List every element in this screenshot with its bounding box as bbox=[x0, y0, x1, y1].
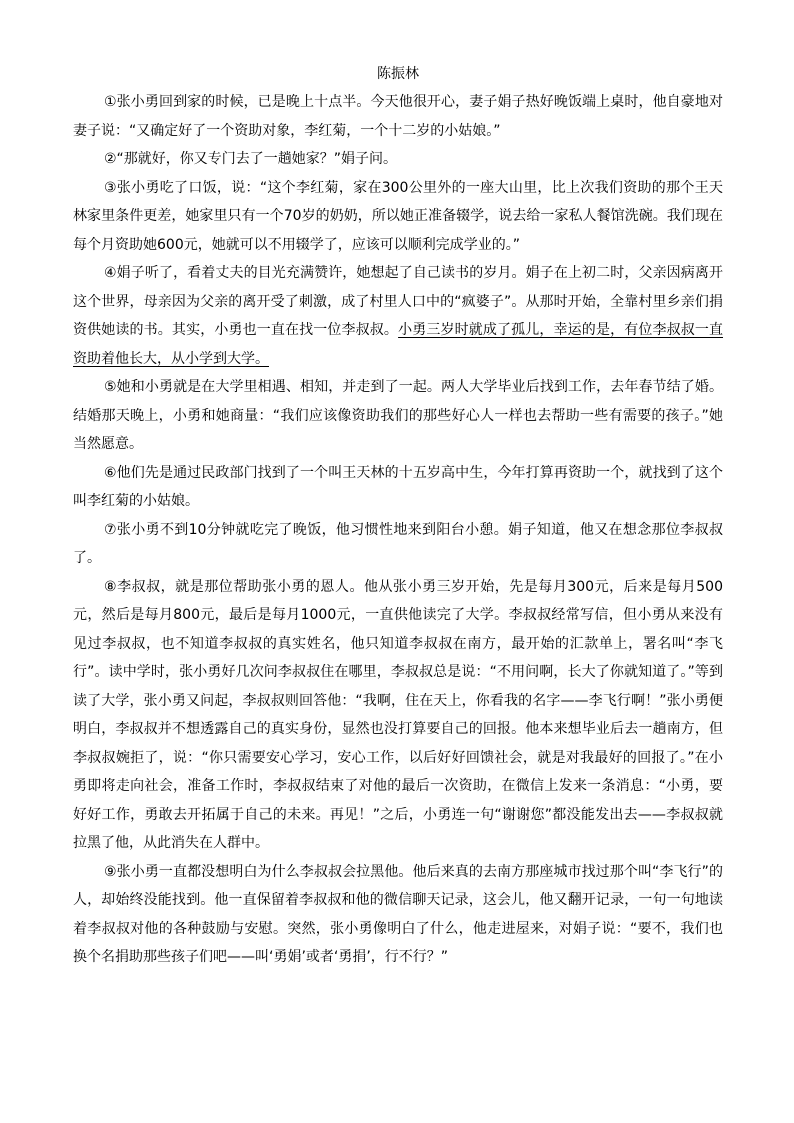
paragraph-4-text: ④娟子听了，看着丈夫的目光充满赞许，她想起了自己读书的岁月。娟子在上初二时，父亲因病离开这个世界，母亲因为父亲的离开受了刺激，成了村里人口中的“疯婆子”。从那时开始，全靠村里乡亲们捐资供她读的书。其实，小勇也一直在找一位李叔叔。 bbox=[73, 265, 723, 338]
underlined-sentence: 小勇三岁时就成了孤儿，幸运的是，有位李叔叔一直资助着他长大，从小学到大学。 bbox=[73, 322, 724, 367]
author-name: 陈振林 bbox=[377, 66, 419, 82]
article bbox=[73, 60, 723, 972]
paragraph-4 bbox=[73, 259, 723, 373]
paragraph-8: ⑧李叔叔，就是那位帮助张小勇的恩人。他从张小勇三岁开始，先是每月300元，后来是每月500元，然后是每月800元，最后是每月1000元，一直供他读完了大学。李叔叔经常写信，但小勇从来没有见过李叔叔，也不知道李叔叔的真实姓名，他只知道李叔叔在南方，最开始的汇款单上，署名叫“李飞行”。读中学时，张小勇好几次问李叔叔住在哪里，李叔叔总是说：“不用问啊，长大了你就知道了。”等到读了大学，张小勇又问起，李叔叔则回答他：“我啊，住在天上，你看我的名字——李飞行啊！”张小勇便明白，李叔叔并不想透露自己的真实身份，显然也没打算要自己的回报。他本来想毕业后去一趟南方，但李叔叔婉拒了，说：“你只需要安心学习，安心工作，以后好好回馈社会，就是对我最好的回报了。”在小勇即将走向社会，准备工作时，李叔叔结束了对他的最后一次资助，在微信上发来一条消息：“小勇，要好好工作，勇敢去开拓属于自己的未来。再见！”之后，小勇连一句“谢谢您”都没能发出去——李叔叔就拉黑了他，从此消失在人群中。 bbox=[73, 578, 723, 851]
paragraph-5: ⑤她和小勇就是在大学里相遇、相知，并走到了一起。两人大学毕业后找到工作，去年春节结了婚。结婚那天晚上，小勇和她商量：“我们应该像资助我们的那些好心人一样也去帮助一些有需要的孩子。”她当然愿意。 bbox=[73, 379, 723, 452]
paragraph-3: ③张小勇吃了口饭，说：“这个李红菊，家在300公里外的一座大山里，比上次我们资助的那个王天林家里条件更差，她家里只有一个70岁的奶奶，所以她正准备辍学，说去给一家私人餐馆洗碗。我们现在每个月资助她600元，她就可以不用辍学了，应该可以顺利完成学业的。” bbox=[73, 179, 723, 253]
paragraph-1: ①张小勇回到家的时候，已是晚上十点半。今天他很开心，妻子娟子热好晚饭端上桌时，他自豪地对妻子说：“又确定好了一个资助对象，李红菊，一个十二岁的小姑娘。” bbox=[73, 94, 723, 139]
paragraph-9: ⑨张小勇一直都没想明白为什么李叔叔会拉黑他。他后来真的去南方那座城市找过那个叫“李飞行”的人，却始终没能找到。他一直保留着李叔叔和他的微信聊天记录，这会儿，他又翻开记录，一句一句地读着李叔叔对他的各种鼓励与安慰。突然，张小勇像明白了什么，他走进屋来，对娟子说：“要不，我们也换个名捐助那些孩子们吧——叫‘勇娟’或者‘勇捐’，行不行？” bbox=[73, 863, 723, 965]
paragraph-7: ⑦张小勇不到10分钟就吃完了晚饭，他习惯性地来到阳台小憩。娟子知道，他又在想念那位李叔叔了。 bbox=[73, 521, 723, 566]
paragraph-2: ②“那就好，你又专门去了一趟她家？”娟子问。 bbox=[104, 151, 398, 167]
paragraph-6: ⑥他们先是通过民政部门找到了一个叫王天林的十五岁高中生，今年打算再资助一个，就找到了这个叫李红菊的小姑娘。 bbox=[73, 464, 723, 509]
